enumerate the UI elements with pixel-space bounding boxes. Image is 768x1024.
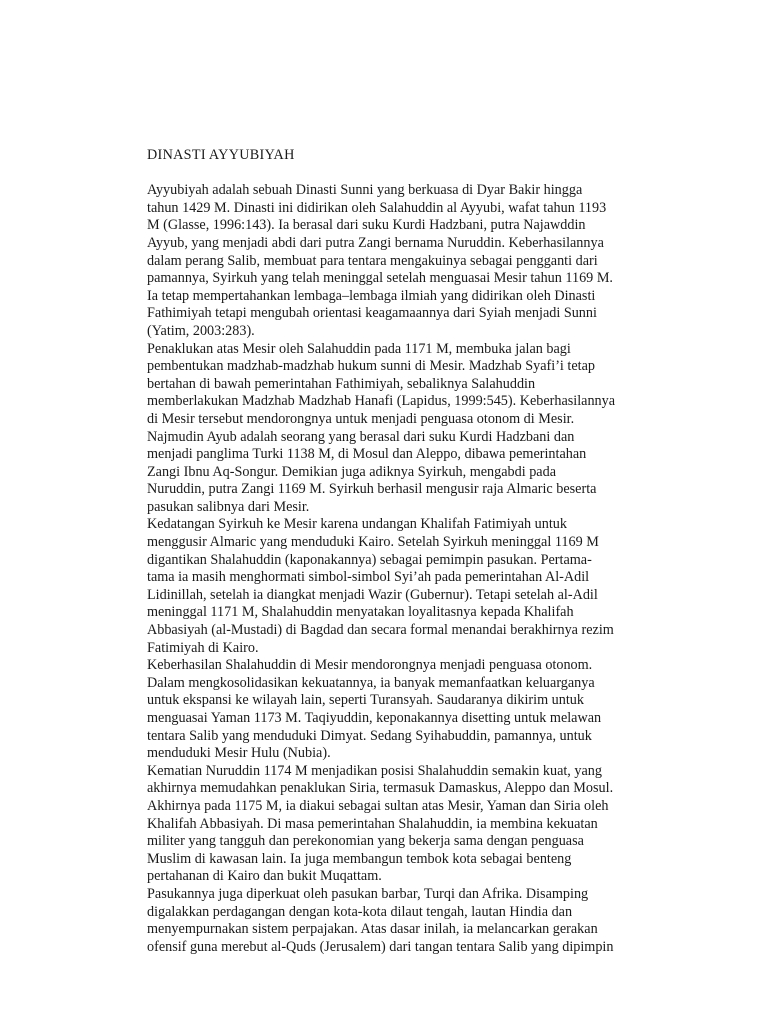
blank-line (147, 165, 657, 183)
text-line: Penaklukan atas Mesir oleh Salahuddin pada 1171 M, membuka jalan bagi (147, 340, 571, 357)
text-line: menguasai Yaman 1173 M. Taqiyuddin, keponakannya disetting untuk melawan (147, 710, 602, 726)
document-title: DINASTI AYYUBIYAH (147, 147, 295, 163)
text-line: menjadi panglima Turki 1138 M, di Mosul dan Aleppo, dibawa pemerintahan (147, 446, 587, 463)
text-line: menduduki Mesir Hulu (Nubia). (147, 745, 331, 762)
text-line: Akhirnya pada 1175 M, ia diakui sebagai sultan atas Mesir, Yaman dan Siria oleh (147, 797, 609, 814)
text-line: pasukan salibnya dari Mesir. (147, 498, 310, 515)
text-line: digalakkan perdagangan dengan kota-kota dilaut tengah, lautan Hindia dan (147, 903, 573, 920)
text-line: militer yang tangguh dan perekonomian yang bekerja sama dengan penguasa (147, 833, 584, 850)
text-line: Zangi Ibnu Aq-Songur. Demikian juga adiknya Syirkuh, mengabdi pada (147, 463, 556, 480)
text-line: Nuruddin, putra Zangi 1169 M. Syirkuh berhasil mengusir raja Almaric beserta (147, 481, 597, 498)
text-line: memberlakukan Madzhab Madzhab Hanafi (Lapidus, 1999:545). Keberhasilannya (147, 393, 616, 410)
text-line: tama ia masih menghormati simbol-simbol Syi’ah pada pemerintahan Al-Adil (147, 569, 590, 586)
text-line: M (Glasse, 1996:143). Ia berasal dari suku Kurdi Hadzbani, putra Najawddin (147, 217, 586, 234)
text-line: menggusir Almaric yang menduduki Kairo. Setelah Syirkuh meninggal 1169 M (147, 534, 599, 551)
text-line: untuk ekspansi ke wilayah lain, seperti Turansyah. Saudaranya dikirim untuk (147, 692, 584, 709)
text-line: Dalam mengkosolidasikan kekuatannya, ia banyak memanfaatkan keluarganya (147, 674, 595, 691)
text-line: digantikan Shalahuddin (kaponakannya) sebagai pemimpin pasukan. Pertama- (147, 551, 592, 568)
text-line: meninggal 1171 M, Shalahuddin menyatakan loyalitasnya kepada Khalifah (147, 604, 574, 621)
text-line: Ayyubiyah adalah sebuah Dinasti Sunni yang berkuasa di Dyar Bakir hingga (147, 182, 583, 199)
text-line: bertahan di bawah pemerintahan Fathimiyah, sebaliknya Salahuddin (147, 375, 536, 392)
text-line: Ia tetap mempertahankan lembaga–lembaga ilmiah yang didirikan oleh Dinasti (147, 287, 596, 304)
text-line: (Yatim, 2003:283). (147, 322, 255, 339)
text-line: dalam perang Salib, membuat para tentara mengakuinya sebagai pengganti dari (147, 252, 598, 269)
text-line: pertahanan di Kairo dan bukit Muqattam. (147, 868, 382, 885)
text-line: Keberhasilan Shalahuddin di Mesir mendorongnya menjadi penguasa otonom. (147, 657, 593, 674)
body-text (147, 182, 657, 956)
text-line: Abbasiyah (al-Mustadi) di Bagdad dan secara formal menandai berakhirnya rezim (147, 622, 614, 639)
text-line: Najmudin Ayub adalah seorang yang berasal dari suku Kurdi Hadzbani dan (147, 428, 575, 445)
text-line: Lidinillah, setelah ia diangkat menjadi Wazir (Gubernur). Tetapi setelah al-Adil (147, 586, 598, 603)
text-line: pembentukan madzhab-madzhab hukum sunni di Mesir. Madzhab Syafi’i tetap (147, 358, 595, 375)
text-line: akhirnya memudahkan penaklukan Siria, termasuk Damaskus, Aleppo dan Mosul. (147, 780, 614, 797)
text-line: Fathimiyah tetapi mengubah orientasi keagamaannya dari Syiah menjadi Sunni (147, 305, 597, 322)
text-line: Ayyub, yang menjadi abdi dari putra Zangi bernama Nuruddin. Keberhasilannya (147, 234, 604, 251)
text-line: Khalifah Abbasiyah. Di masa pemerintahan Shalahuddin, ia membina kekuatan (147, 815, 598, 832)
text-line: Pasukannya juga diperkuat oleh pasukan barbar, Turqi dan Afrika. Disamping (147, 885, 589, 902)
text-line: Kedatangan Syirkuh ke Mesir karena undangan Khalifah Fatimiyah untuk (147, 516, 567, 533)
text-line: Kematian Nuruddin 1174 M menjadikan posisi Shalahuddin semakin kuat, yang (147, 762, 602, 779)
document-body (147, 147, 657, 956)
text-line: Muslim di kawasan lain. Ia juga membangun tembok kota sebagai benteng (147, 850, 572, 867)
text-line: di Mesir tersebut mendorongnya untuk menjadi penguasa otonom di Mesir. (147, 410, 575, 427)
text-line: tahun 1429 M. Dinasti ini didirikan oleh Salahuddin al Ayyubi, wafat tahun 1193 (147, 199, 607, 216)
text-line: menyempurnakan sistem perpajakan. Atas dasar inilah, ia melancarkan gerakan (147, 921, 598, 938)
text-line: tentara Salib yang menduduki Dimyat. Sedang Syihabuddin, pamannya, untuk (147, 727, 592, 744)
text-line: ofensif guna merebut al-Quds (Jerusalem) dari tangan tentara Salib yang dipimpin (147, 938, 614, 955)
text-line: pamannya, Syirkuh yang telah meninggal setelah menguasai Mesir tahun 1169 M. (147, 270, 613, 287)
text-line: Fatimiyah di Kairo. (147, 639, 259, 656)
